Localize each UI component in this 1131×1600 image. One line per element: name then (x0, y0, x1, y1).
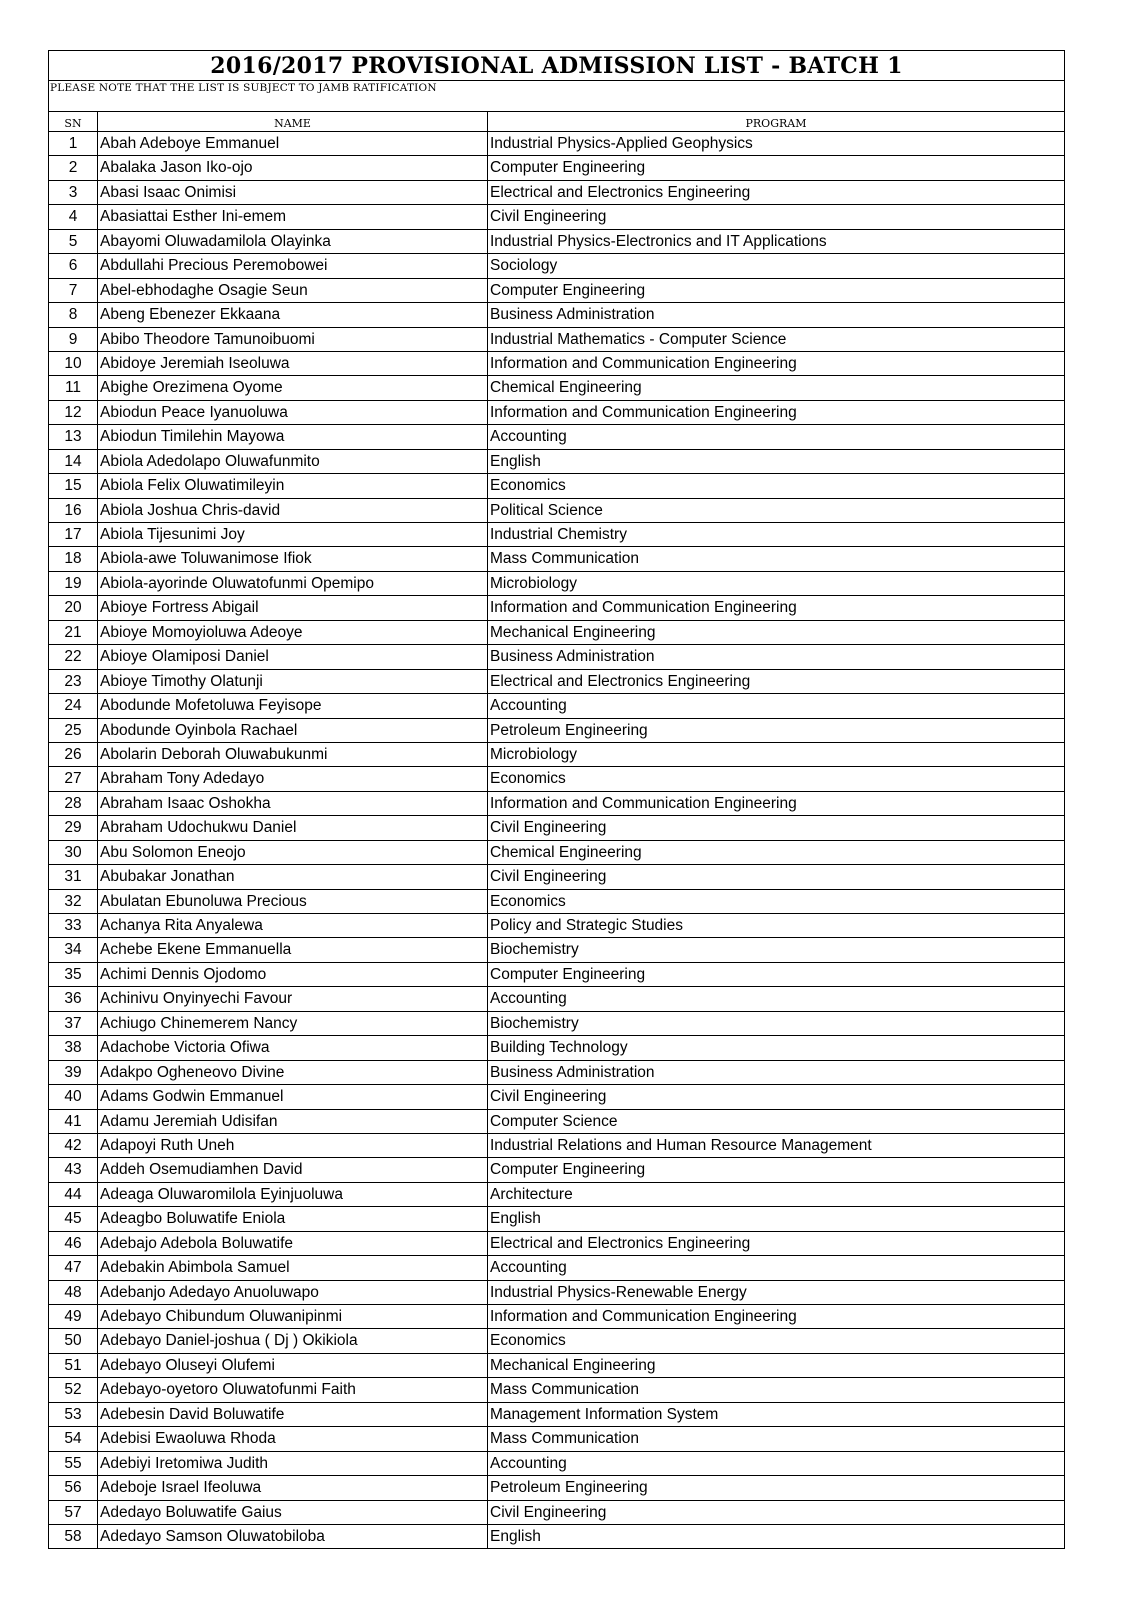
row-sn: 30 (49, 841, 98, 864)
row-name: Achinivu Onyinyechi Favour (98, 987, 488, 1010)
row-sn: 2 (49, 156, 98, 179)
row-name: Abu Solomon Eneojo (98, 841, 488, 864)
table-row (49, 572, 1064, 596)
table-row (49, 1403, 1064, 1427)
table-row (49, 254, 1064, 278)
row-sn: 31 (49, 865, 98, 888)
row-sn: 46 (49, 1232, 98, 1255)
row-sn: 25 (49, 719, 98, 742)
row-sn: 58 (49, 1525, 98, 1548)
row-program: Political Science (490, 501, 603, 519)
table-row (49, 670, 1064, 694)
row-name: Adebisi Ewaoluwa Rhoda (98, 1427, 488, 1450)
row-program: Economics (490, 770, 566, 788)
row-sn: 5 (49, 230, 98, 253)
row-name: Adapoyi Ruth Uneh (98, 1134, 488, 1157)
row-name: Abioye Olamiposi Daniel (98, 645, 488, 668)
row-program: Electrical and Electronics Engineering (490, 183, 751, 201)
row-program: Industrial Mathematics - Computer Science (490, 330, 787, 348)
row-name: Abiola Joshua Chris-david (98, 499, 488, 522)
table-row (49, 1207, 1064, 1231)
row-name: Adamu Jeremiah Udisifan (98, 1110, 488, 1133)
row-name: Adebiyi Iretomiwa Judith (98, 1452, 488, 1475)
row-sn: 14 (49, 450, 98, 473)
row-name: Abulatan Ebunoluwa Precious (98, 890, 488, 913)
row-name: Abioye Fortress Abigail (98, 596, 488, 619)
row-sn: 40 (49, 1085, 98, 1108)
row-program: English (490, 1527, 541, 1545)
header-sn: SN (49, 112, 98, 131)
table-row (49, 132, 1064, 156)
row-name: Adedayo Samson Oluwatobiloba (98, 1525, 488, 1548)
row-name: Abraham Tony Adedayo (98, 767, 488, 790)
row-program: Economics (490, 892, 566, 910)
row-name: Abah Adeboye Emmanuel (98, 132, 488, 155)
row-program: Computer Engineering (490, 965, 646, 983)
table-row (49, 1012, 1064, 1036)
row-program: Accounting (490, 990, 567, 1008)
row-sn: 7 (49, 279, 98, 302)
table-row (49, 474, 1064, 498)
row-sn: 28 (49, 792, 98, 815)
row-program: Accounting (490, 697, 567, 715)
table-row (49, 865, 1064, 889)
row-program: Management Information System (490, 1405, 719, 1423)
header-name: NAME (98, 112, 488, 131)
row-name: Abidoye Jeremiah Iseoluwa (98, 352, 488, 375)
table-row (49, 303, 1064, 327)
row-program: Mass Communication (490, 1430, 640, 1448)
table-row (49, 621, 1064, 645)
table-row (49, 792, 1064, 816)
row-program: Information and Communication Engineering (490, 354, 797, 372)
row-sn: 42 (49, 1134, 98, 1157)
row-sn: 37 (49, 1012, 98, 1035)
row-program: Business Administration (490, 648, 655, 666)
row-sn: 39 (49, 1061, 98, 1084)
row-program: Civil Engineering (490, 208, 607, 226)
table-row (49, 279, 1064, 303)
row-program: Biochemistry (490, 1014, 579, 1032)
row-name: Abeng Ebenezer Ekkaana (98, 303, 488, 326)
row-name: Abayomi Oluwadamilola Olayinka (98, 230, 488, 253)
table-row (49, 181, 1064, 205)
row-program: Policy and Strategic Studies (490, 917, 683, 934)
table-row (49, 1525, 1064, 1549)
admission-list-sheet (48, 50, 1065, 1549)
row-sn: 48 (49, 1281, 98, 1304)
row-program: Computer Science (490, 1112, 618, 1130)
row-name: Abiola Tijesunimi Joy (98, 523, 488, 546)
row-sn: 32 (49, 890, 98, 913)
table-row (49, 1232, 1064, 1256)
table-row (49, 645, 1064, 669)
row-name: Achebe Ekene Emmanuella (98, 938, 488, 961)
row-sn: 27 (49, 767, 98, 790)
row-sn: 45 (49, 1207, 98, 1230)
row-name: Achanya Rita Anyalewa (98, 914, 488, 937)
row-program: Information and Communication Engineering (490, 1308, 797, 1325)
row-sn: 33 (49, 914, 98, 937)
table-row (49, 987, 1064, 1011)
row-name: Abioye Timothy Olatunji (98, 670, 488, 693)
row-program: Civil Engineering (490, 819, 607, 837)
row-sn: 29 (49, 816, 98, 839)
ratification-note: PLEASE NOTE THAT THE LIST IS SUBJECT TO JAMB RATIFICATION (49, 81, 1064, 112)
row-name: Adakpo Ogheneovo Divine (98, 1061, 488, 1084)
row-name: Adams Godwin Emmanuel (98, 1085, 488, 1108)
row-sn: 10 (49, 352, 98, 375)
row-program: Petroleum Engineering (490, 721, 648, 739)
table-row (49, 743, 1064, 767)
row-name: Abraham Udochukwu Daniel (98, 816, 488, 839)
table-row (49, 767, 1064, 791)
row-program: Business Administration (490, 306, 655, 324)
table-row (49, 963, 1064, 987)
row-program: Mechanical Engineering (490, 623, 656, 641)
row-name: Adebajo Adebola Boluwatife (98, 1232, 488, 1255)
row-name: Abdullahi Precious Peremobowei (98, 254, 488, 277)
table-row (49, 1378, 1064, 1402)
table-row (49, 401, 1064, 425)
row-program: Microbiology (490, 574, 578, 592)
row-program: Electrical and Electronics Engineering (490, 1234, 751, 1252)
row-sn: 4 (49, 205, 98, 228)
row-name: Abighe Orezimena Oyome (98, 376, 488, 399)
table-row (49, 205, 1064, 229)
row-program: Information and Communication Engineering (490, 403, 797, 421)
table-row (49, 841, 1064, 865)
table-row (49, 890, 1064, 914)
row-name: Abiola-awe Toluwanimose Ifiok (98, 547, 488, 570)
row-program: Microbiology (490, 745, 578, 763)
row-sn: 23 (49, 670, 98, 693)
row-name: Adeaga Oluwaromilola Eyinjuoluwa (98, 1183, 488, 1206)
row-sn: 9 (49, 328, 98, 351)
row-program: Accounting (490, 1454, 567, 1472)
row-name: Adebesin David Boluwatife (98, 1403, 488, 1426)
row-program: Accounting (490, 1259, 567, 1277)
row-name: Abasi Isaac Onimisi (98, 181, 488, 204)
row-sn: 1 (49, 132, 98, 155)
row-program: Industrial Physics-Applied Geophysics (490, 135, 753, 152)
row-program: Accounting (490, 428, 567, 446)
table-row (49, 938, 1064, 962)
row-program: Computer Engineering (490, 159, 646, 177)
row-sn: 35 (49, 963, 98, 986)
row-program: Civil Engineering (490, 868, 607, 886)
row-sn: 34 (49, 938, 98, 961)
row-program: Business Administration (490, 1063, 655, 1081)
row-name: Achimi Dennis Ojodomo (98, 963, 488, 986)
table-row (49, 376, 1064, 400)
row-program: Mass Communication (490, 1381, 640, 1399)
row-sn: 11 (49, 376, 98, 399)
row-name: Adebanjo Adedayo Anuoluwapo (98, 1281, 488, 1304)
table-row (49, 1061, 1064, 1085)
row-name: Addeh Osemudiamhen David (98, 1158, 488, 1181)
row-name: Abalaka Jason Iko-ojo (98, 156, 488, 179)
row-sn: 38 (49, 1036, 98, 1059)
table-row (49, 1329, 1064, 1353)
row-sn: 55 (49, 1452, 98, 1475)
row-name: Abubakar Jonathan (98, 865, 488, 888)
row-name: Abiodun Peace Iyanuoluwa (98, 401, 488, 424)
table-row (49, 1110, 1064, 1134)
row-program: Petroleum Engineering (490, 1479, 648, 1497)
table-row (49, 425, 1064, 449)
row-sn: 15 (49, 474, 98, 497)
row-program: Sociology (490, 257, 558, 275)
row-sn: 26 (49, 743, 98, 766)
row-name: Adebayo Oluseyi Olufemi (98, 1354, 488, 1377)
row-sn: 51 (49, 1354, 98, 1377)
row-name: Abodunde Oyinbola Rachael (98, 719, 488, 742)
row-name: Abioye Momoyioluwa Adeoye (98, 621, 488, 644)
table-row (49, 1036, 1064, 1060)
row-program: Industrial Physics-Renewable Energy (490, 1283, 747, 1301)
row-program: Biochemistry (490, 941, 579, 959)
table-row (49, 547, 1064, 571)
row-program: Chemical Engineering (490, 379, 642, 397)
row-name: Abraham Isaac Oshokha (98, 792, 488, 815)
row-name: Adedayo Boluwatife Gaius (98, 1501, 488, 1524)
row-sn: 36 (49, 987, 98, 1010)
row-name: Achiugo Chinemerem Nancy (98, 1012, 488, 1035)
row-program: Building Technology (490, 1039, 628, 1057)
row-sn: 21 (49, 621, 98, 644)
table-row (49, 1085, 1064, 1109)
table-row (49, 816, 1064, 840)
row-program: Industrial Relations and Human Resource Management (490, 1136, 872, 1154)
row-sn: 49 (49, 1305, 98, 1328)
row-sn: 8 (49, 303, 98, 326)
table-row (49, 1476, 1064, 1500)
row-name: Abiola Felix Oluwatimileyin (98, 474, 488, 497)
row-sn: 50 (49, 1329, 98, 1352)
table-row (49, 450, 1064, 474)
table-row (49, 1305, 1064, 1329)
row-sn: 22 (49, 645, 98, 668)
table-body (49, 132, 1064, 1549)
row-program: Mass Communication (490, 550, 640, 568)
row-name: Adebayo Chibundum Oluwanipinmi (98, 1305, 488, 1328)
table-row (49, 1501, 1064, 1525)
row-sn: 24 (49, 694, 98, 717)
table-row (49, 499, 1064, 523)
row-program: Mechanical Engineering (490, 1356, 656, 1374)
row-sn: 6 (49, 254, 98, 277)
row-name: Abibo Theodore Tamunoibuomi (98, 328, 488, 351)
row-program: Information and Communication Engineering (490, 794, 797, 812)
table-row (49, 230, 1064, 254)
table-row (49, 1452, 1064, 1476)
row-name: Adeboje Israel Ifeoluwa (98, 1476, 488, 1499)
row-program: Industrial Chemistry (490, 526, 627, 543)
header-program: PROGRAM (745, 117, 807, 130)
table-row (49, 328, 1064, 352)
table-row (49, 523, 1064, 547)
table-row (49, 1354, 1064, 1378)
row-sn: 17 (49, 523, 98, 546)
table-row (49, 694, 1064, 718)
row-program: Civil Engineering (490, 1503, 607, 1521)
row-name: Abiola-ayorinde Oluwatofunmi Opemipo (98, 572, 488, 595)
row-name: Abasiattai Esther Ini-emem (98, 205, 488, 228)
table-row (49, 1183, 1064, 1207)
row-program: Civil Engineering (490, 1088, 607, 1106)
row-sn: 43 (49, 1158, 98, 1181)
table-row (49, 156, 1064, 180)
row-program: Economics (490, 477, 566, 495)
row-program: Computer Engineering (490, 1161, 646, 1179)
row-name: Abiola Adedolapo Oluwafunmito (98, 450, 488, 473)
table-row (49, 1134, 1064, 1158)
row-name: Adebayo-oyetoro Oluwatofunmi Faith (98, 1378, 488, 1401)
row-sn: 13 (49, 425, 98, 448)
document-title: 2016/2017 PROVISIONAL ADMISSION LIST - BATCH 1 (49, 51, 1064, 81)
row-sn: 54 (49, 1427, 98, 1450)
table-row (49, 352, 1064, 376)
row-program: Chemical Engineering (490, 843, 642, 861)
table-row (49, 914, 1064, 938)
row-program: Computer Engineering (490, 281, 646, 299)
row-sn: 3 (49, 181, 98, 204)
table-header (49, 112, 1064, 132)
row-sn: 12 (49, 401, 98, 424)
row-sn: 52 (49, 1378, 98, 1401)
table-row (49, 1256, 1064, 1280)
table-row (49, 1281, 1064, 1305)
row-program: Industrial Physics-Electronics and IT Applications (490, 232, 827, 250)
row-sn: 16 (49, 499, 98, 522)
row-program: Economics (490, 1332, 566, 1350)
row-program: Architecture (490, 1185, 573, 1203)
row-name: Adebayo Daniel-joshua ( Dj ) Okikiola (98, 1329, 488, 1352)
row-sn: 56 (49, 1476, 98, 1499)
row-sn: 19 (49, 572, 98, 595)
row-name: Adachobe Victoria Ofiwa (98, 1036, 488, 1059)
row-sn: 53 (49, 1403, 98, 1426)
row-program: Information and Communication Engineering (490, 599, 797, 617)
row-program: Electrical and Electronics Engineering (490, 672, 751, 690)
row-name: Abolarin Deborah Oluwabukunmi (98, 743, 488, 766)
row-sn: 44 (49, 1183, 98, 1206)
row-name: Abel-ebhodaghe Osagie Seun (98, 279, 488, 302)
table-row (49, 596, 1064, 620)
row-sn: 47 (49, 1256, 98, 1279)
table-row (49, 1158, 1064, 1182)
table-row (49, 1427, 1064, 1451)
row-name: Abodunde Mofetoluwa Feyisope (98, 694, 488, 717)
row-program: English (490, 452, 541, 470)
row-sn: 41 (49, 1110, 98, 1133)
table-row (49, 719, 1064, 743)
row-name: Abiodun Timilehin Mayowa (98, 425, 488, 448)
row-name: Adeagbo Boluwatife Eniola (98, 1207, 488, 1230)
row-sn: 57 (49, 1501, 98, 1524)
row-program: English (490, 1210, 541, 1228)
row-name: Adebakin Abimbola Samuel (98, 1256, 488, 1279)
row-sn: 20 (49, 596, 98, 619)
row-sn: 18 (49, 547, 98, 570)
